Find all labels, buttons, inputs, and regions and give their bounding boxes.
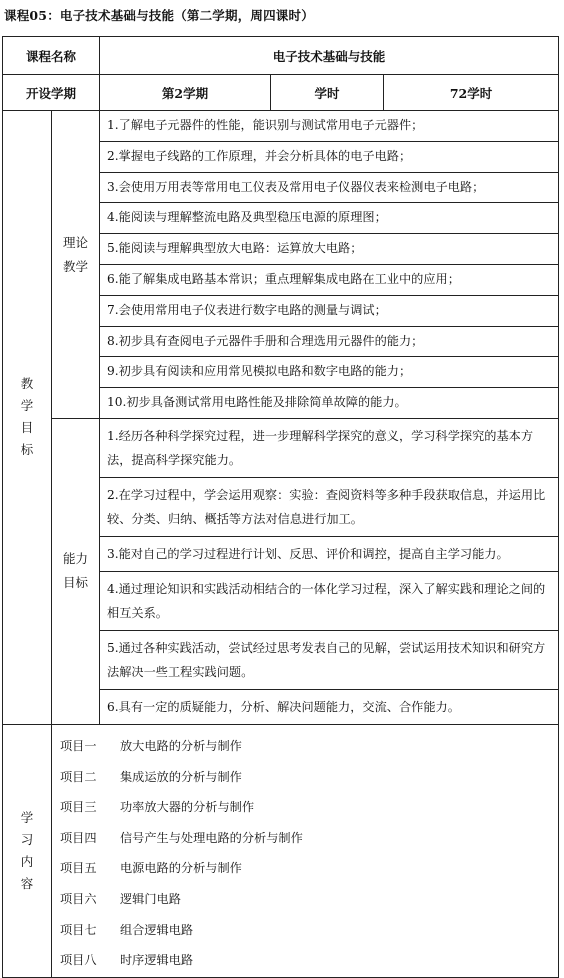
project-id: 项目三 xyxy=(60,800,97,815)
project-id: 项目二 xyxy=(60,769,97,784)
theory-items-cell xyxy=(100,111,559,419)
project-id: 项目六 xyxy=(60,891,97,906)
project-title: 集成运放的分析与制作 xyxy=(120,769,242,784)
project-item xyxy=(60,884,558,915)
project-title: 电源电路的分析与制作 xyxy=(120,861,242,876)
project-id: 项目七 xyxy=(60,922,97,937)
ability-item: 5.通过各种实践活动，尝试经过思考发表自己的见解，尝试运用技术知识和研究方法解决一些工程实践问题。 xyxy=(100,631,558,690)
content-label-cell xyxy=(3,724,52,977)
theory-item: 5.能阅读与理解典型放大电路：运算放大电路； xyxy=(100,234,558,265)
theory-item: 6.能了解集成电路基本常识；重点理解集成电路在工业中的应用； xyxy=(100,265,558,296)
ability-label-line2: 目标 xyxy=(63,575,89,591)
project-id: 项目八 xyxy=(60,953,97,968)
theory-label xyxy=(52,111,99,279)
project-item xyxy=(60,915,558,946)
course-table xyxy=(2,36,559,978)
project-item xyxy=(60,762,558,793)
ability-label-line1: 能力 xyxy=(63,551,89,567)
ability-label-cell xyxy=(52,418,100,724)
project-item xyxy=(60,945,558,976)
theory-item: 3.会使用万用表等常用电工仪表及常用电子仪器仪表来检测电子电路； xyxy=(100,173,558,204)
theory-item: 8.初步具有查阅电子元器件手册和合理选用元器件的能力； xyxy=(100,327,558,358)
ability-items-cell xyxy=(100,418,559,724)
project-title: 时序逻辑电路 xyxy=(120,953,194,968)
theory-row xyxy=(3,111,559,419)
project-item xyxy=(60,823,558,854)
semester-value: 第2学期 xyxy=(100,75,271,111)
ability-row xyxy=(3,418,559,724)
theory-item: 9.初步具有阅读和应用常见模拟电路和数字电路的能力； xyxy=(100,357,558,388)
project-title: 组合逻辑电路 xyxy=(120,922,194,937)
project-item xyxy=(60,731,558,762)
content-items-cell xyxy=(52,724,559,977)
project-title: 放大电路的分析与制作 xyxy=(120,738,242,753)
content-label: 学习内容 xyxy=(20,809,34,891)
ability-item: 4.通过理论知识和实践活动相结合的一体化学习过程，深入了解实践和理论之间的相互关系。 xyxy=(100,572,558,631)
content-row xyxy=(3,724,559,977)
theory-item: 10.初步具备测试常用电路性能及排除简单故障的能力。 xyxy=(107,395,407,410)
theory-item: 7.会使用常用电子仪表进行数字电路的测量与调试； xyxy=(100,296,558,327)
theory-item: 2.掌握电子线路的工作原理，并会分析具体的电子电路； xyxy=(100,142,558,173)
project-item xyxy=(60,792,558,823)
project-item xyxy=(60,853,558,884)
project-list xyxy=(52,725,558,976)
ability-item: 6.具有一定的质疑能力，分析、解决问题能力，交流、合作能力。 xyxy=(107,699,460,714)
ability-list xyxy=(100,419,558,724)
course-name-label: 课程名称 xyxy=(3,37,100,75)
ability-item: 1.经历各种科学探究过程，进一步理解科学探究的意义，学习科学探究的基本方法，提高科学探究能力。 xyxy=(100,419,558,478)
project-id: 项目五 xyxy=(60,861,97,876)
project-id: 项目四 xyxy=(60,830,97,845)
semester-label: 开设学期 xyxy=(3,75,100,111)
theory-item: 4.能阅读与理解整流电路及典型稳压电源的原理图； xyxy=(100,203,558,234)
semester-row xyxy=(3,75,559,111)
course-name-row xyxy=(3,37,559,75)
theory-label-cell xyxy=(52,111,100,419)
ability-label xyxy=(52,547,99,595)
theory-label-line2: 教学 xyxy=(63,259,89,274)
goals-label-cell xyxy=(3,111,52,725)
theory-label-line1: 理论 xyxy=(63,235,89,250)
theory-item: 1.了解电子元器件的性能，能识别与测试常用电子元器件； xyxy=(100,111,558,142)
project-title: 功率放大器的分析与制作 xyxy=(120,800,255,815)
hours-value: 72学时 xyxy=(384,75,559,111)
project-id: 项目一 xyxy=(60,738,97,753)
goals-label: 教学目标 xyxy=(20,376,34,458)
theory-list xyxy=(100,111,558,418)
ability-item: 3.能对自己的学习过程进行计划、反思、评价和调控，提高自主学习能力。 xyxy=(100,537,558,572)
hours-label: 学时 xyxy=(271,75,384,111)
page-title: 课程05：电子技术基础与技能（第二学期，周四课时） xyxy=(4,8,314,23)
project-title: 信号产生与处理电路的分析与制作 xyxy=(120,830,303,845)
project-title: 逻辑门电路 xyxy=(120,891,181,906)
ability-item: 2.在学习过程中，学会运用观察：实验：查阅资料等多种手段获取信息，并运用比较、分类、归纳、概括等方法对信息进行加工。 xyxy=(100,478,558,537)
course-name-value: 电子技术基础与技能 xyxy=(100,37,559,75)
